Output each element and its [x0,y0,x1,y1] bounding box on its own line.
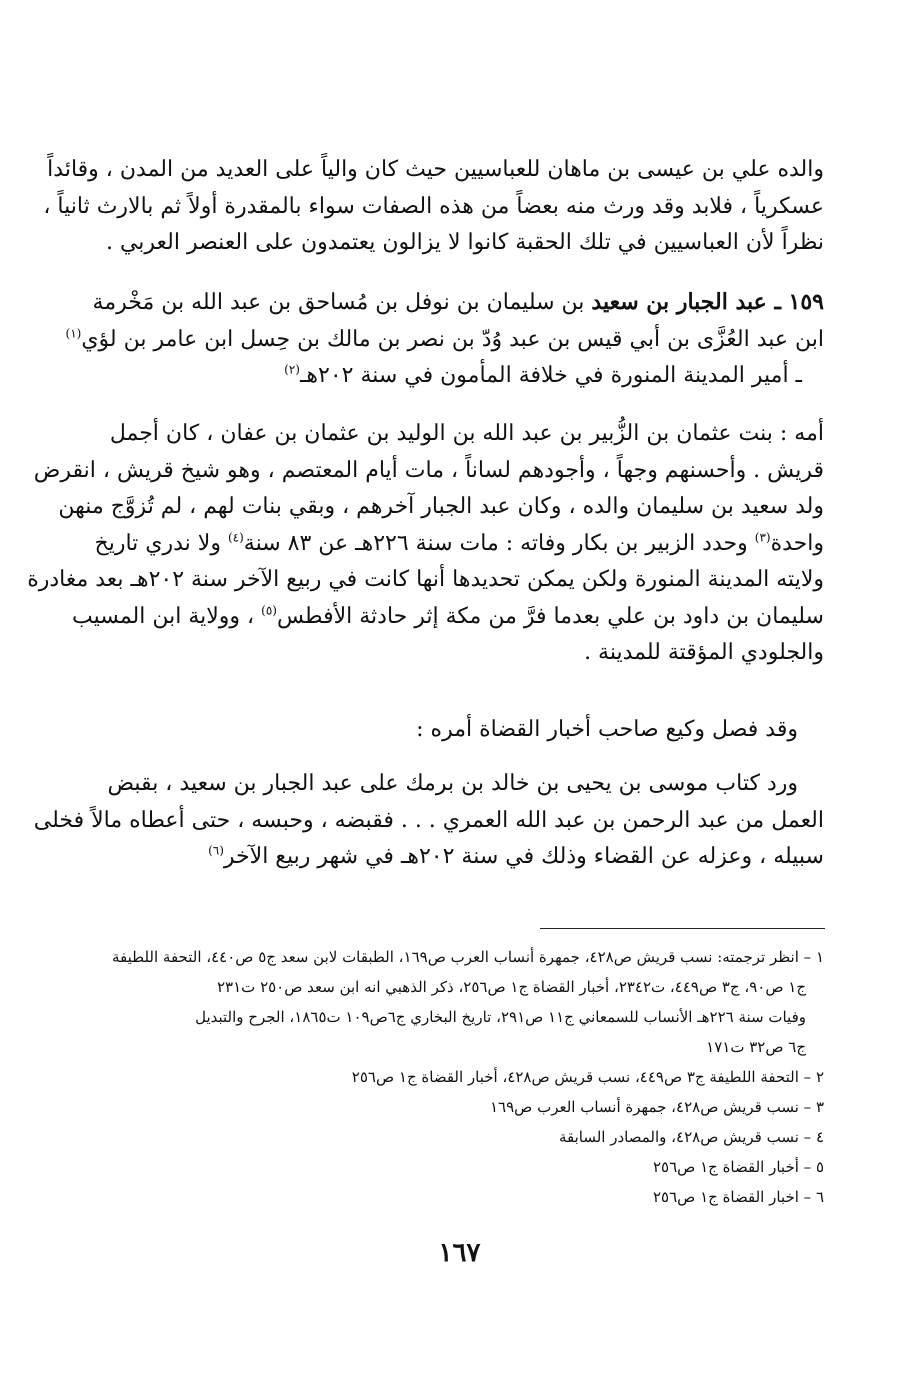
footnote-ref-6: (٦) [208,843,224,858]
bio-line-3: ولد سعيد بن سليمان والده ، وكان عبد الجبار آخرهم ، وبقي بنات لهم ، لم تُزوَّج منهن [58,494,824,519]
entry-heading [65,284,824,395]
entry-title-role: ـ أمير المدينة المنورة في خلافة المأمون في سنة ٢٠٢هـ [299,363,802,388]
quote-line-3-text: سبيله ، وعزله عن القضاء وذلك في سنة ٢٠٢هـ في شهر ربيع الآخر [223,844,824,869]
quote-line-3 [134,839,824,876]
bio-line-1: أمه : بنت عثمان بن الزُّبير بن عبد الله بن الوليد بن عثمان بن عفان ، كان أجمل [109,421,824,446]
biography-paragraph [27,416,824,672]
footnote-1-line-3: وفيات سنة ٢٢٦هـ الأنساب للسمعاني ج١١ ص٢٩١، تاريخ البخاري ج٦ص١٠٩ ت١٨٦٥، الجرح والتبديل [195,1008,806,1026]
intro-line-1: والده علي بن عيسى بن ماهان للعباسيين حيث كان والياً على العديد من المدن ، وقائداً [47,157,824,182]
bio-line-4-c: ولا ندري تاريخ [94,530,228,556]
footnote-5: ٥ – أخبار القضاة ج١ ص٢٥٦ [652,1158,824,1176]
bio-line-6-b: ، وولاية ابن المسيب [71,603,262,629]
entry-line-1 [92,284,824,322]
bio-line-4-a: واحدة [770,530,824,556]
intro-line-2: عسكرياً ، فلابد وقد ورث منه بعضاً من هذه الصفات سواء بالمقدرة أولاً ثم بالارث ثانياً ، [43,193,824,219]
footnote-1-line-4: ج٦ ص٣٢ ت١٧١ [706,1038,806,1056]
bio-line-4 [94,526,824,563]
entry-lineage-cont: ابن عبد العُزَّى بن أبي قيس بن عبد وُدّ بن نصر بن مالك بن حِسل ابن عامر بن لؤي [81,326,824,352]
footnote-ref-1: (١) [65,326,82,341]
intro-paragraph [43,152,824,262]
footnote-ref-5: (٥) [261,603,277,618]
waki-intro: وقد فصل وكيع صاحب أخبار القضاة أمره : [416,717,798,742]
footnote-ref-3: (٣) [754,530,771,545]
footnotes-list [111,942,824,1212]
footnote-divider [540,928,825,929]
quote-line-2: العمل من عبد الرحمن بن عبد الله العمري . . . فقبضه ، وحبسه ، حتى أعطاه مالاً فخلى [33,807,824,833]
bio-line-6-a: سليمان بن داود بن علي بعدما فرَّ من مكة إثر حادثة الأفطس [276,603,824,629]
footnote-3: ٣ – نسب قريش ص٤٢٨، جمهرة أنساب العرب ص١٦٩ [490,1098,824,1116]
footnote-ref-4: (٤) [227,530,244,545]
footnote-4: ٤ – نسب قريش ص٤٢٨، والمصادر السابقة [558,1128,824,1146]
bio-line-7: والجلودي المؤقتة للمدينة . [584,640,824,665]
entry-line-2 [65,322,824,359]
footnote-6: ٦ – اخبار القضاة ج١ ص٢٥٦ [652,1188,824,1206]
entry-lineage: بن سليمان بن نوفل بن مُساحق بن عبد الله بن مَخْرمة [92,290,585,315]
quote-line-1: ورد كتاب موسى بن يحيى بن خالد بن برمك على عبد الجبار بن سعيد ، بقبض [107,771,798,796]
waki-intro-paragraph [134,712,824,749]
quote-paragraph [33,766,824,876]
bio-line-5: ولايته المدينة المنورة ولكن يمكن تحديدها أنها كانت في ربيع الآخر سنة ٢٠٢هـ بعد مغادرة [27,567,824,592]
footnote-ref-2: (٢) [284,362,300,377]
bio-line-4-b: وحدد الزبير بن بكار وفاته : مات سنة ٢٢٦هـ عن ٨٣ سنة [243,530,755,556]
page-number: ١٦٧ [438,1238,481,1268]
entry-number-name: ١٥٩ ـ عبد الجبار بن سعيد [591,289,824,315]
bio-line-2: قريش . وأحسنهم وجهاً ، وأجودهم لساناً ، مات أيام المعتصم ، وهو شيخ قريش ، انقرض [33,457,824,483]
entry-line-3 [134,358,824,395]
footnote-2: ٢ – التحفة اللطيفة ج٣ ص٤٤٩، نسب قريش ص٤٢٨، أخبار القضاة ج١ ص٢٥٦ [351,1068,824,1086]
footnote-1-line-1: ١ – انظر ترجمته: نسب قريش ص٤٢٨، جمهرة أنساب العرب ص١٦٩، الطبقات لابن سعد ج٥ ص٤٤٠، التحفة اللطيفة [111,948,824,966]
bio-line-6 [71,599,824,636]
intro-line-3: نظراً لأن العباسيين في تلك الحقبة كانوا لا يزالون يعتمدون على العنصر العربي . [105,230,824,255]
footnote-1-line-2: ج١ ص٩٠، ج٣ ص٤٤٩، ت٢٣٤٢، أخبار القضاة ج١ ص٢٥٦، ذكر الذهبي انه ابن سعد ص٢٥٠ ت٢٣١ [217,978,806,996]
